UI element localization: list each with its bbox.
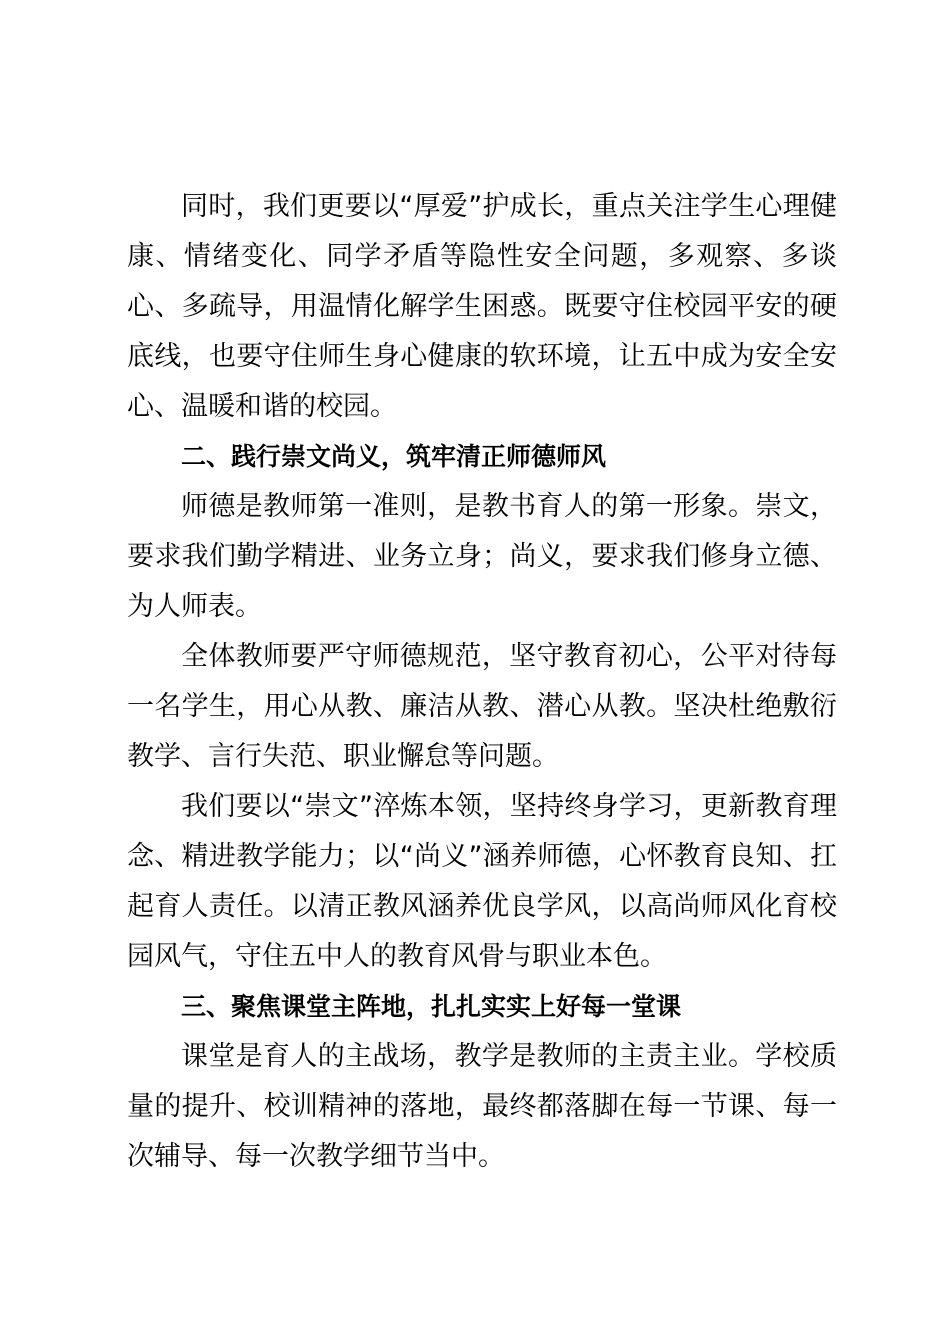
paragraph-ethics-norms: 全体教师要严守师德规范，坚守教育初心，公平对待每一名学生，用心从教、廉洁从教、潜心从教。坚决杜绝敷衍教学、言行失范、职业懈怠等问题。 (127, 641, 837, 772)
paragraph-classroom: 课堂是育人的主战场，教学是教师的主责主业。学校质量的提升、校训精神的落地，最终都落脚在每一节课、每一次辅导、每一次教学细节当中。 (127, 1041, 837, 1172)
paragraph-teacher-ethics: 师德是教师第一准则，是教书育人的第一形象。崇文，要求我们勤学精进、业务立身；尚义，要求我们修身立德、为人师表。 (127, 491, 837, 622)
document-body (127, 182, 837, 1182)
section-heading-3: 三、聚焦课堂主阵地，扎扎实实上好每一堂课 (181, 992, 682, 1021)
paragraph-lifelong-learning: 我们要以“崇文”淬炼本领，坚持终身学习，更新教育理念、精进教学能力；以“尚义”涵养师德，心怀教育良知、扛起育人责任。以清正教风涵养优良学风，以高尚师风化育校园风气，守住五中人的教育风骨与职业本色。 (127, 791, 837, 972)
section-heading-2: 二、践行崇文尚义，筑牢清正师德师风 (181, 442, 607, 471)
paragraph-care-safety: 同时，我们更要以“厚爱”护成长，重点关注学生心理健康、情绪变化、同学矛盾等隐性安全问题，多观察、多谈心、多疏导，用温情化解学生困惑。既要守住校园平安的硬底线，也要守住师生身心健康的软环境，让五中成为安全安心、温暖和谐的校园。 (127, 191, 837, 422)
